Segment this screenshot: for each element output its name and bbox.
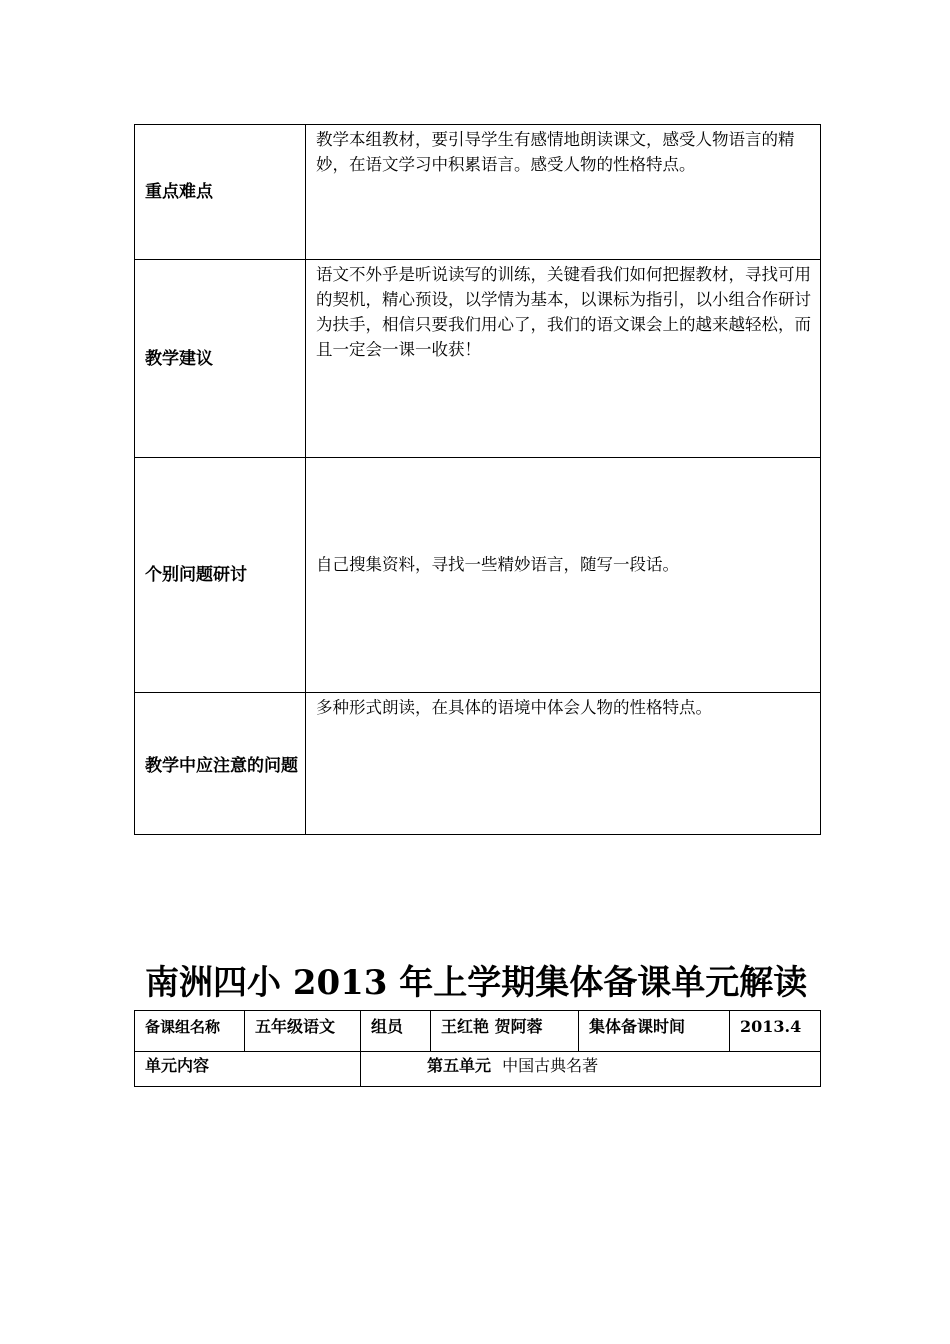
table-row [135, 458, 821, 693]
unit-info-table [134, 1010, 821, 1087]
row-label: 重点难点 [135, 125, 306, 260]
group-name-value: 五年级语文 [245, 1011, 361, 1052]
table-row [135, 125, 821, 260]
unit-number: 第五单元 [427, 1056, 492, 1075]
content-label: 单元内容 [145, 1056, 210, 1075]
page-title: 南洲四小 2013 年上学期集体备课单元解读 [145, 963, 808, 1003]
content-value-cell [361, 1052, 821, 1087]
row-content: 多种形式朗读，在具体的语境中体会人物的性格特点。 [306, 693, 821, 835]
group-name-label: 备课组名称 [135, 1011, 245, 1052]
unit-theme: 中国古典名著 [502, 1056, 599, 1075]
table-row [135, 260, 821, 458]
table-row [135, 1052, 821, 1087]
lesson-plan-table [134, 124, 821, 835]
members-label: 组员 [361, 1011, 431, 1052]
row-label: 教学中应注意的问题 [135, 693, 306, 835]
row-label: 教学建议 [135, 260, 306, 458]
row-content: 语文不外乎是听说读写的训练，关键看我们如何把握教材，寻找可用的契机，精心预设，以学情为基本，以课标为指引，以小组合作研讨为扶手，相信只要我们用心了，我们的语文课会上的越来越轻松，而且一定会一课一收获！ [306, 260, 821, 458]
row-label: 个别问题研讨 [135, 458, 306, 693]
table-row [135, 693, 821, 835]
time-value: 2013.4 [730, 1011, 821, 1052]
members-value: 王红艳 贺阿蓉 [431, 1011, 579, 1052]
content-label-cell [135, 1052, 361, 1087]
table-row [135, 1011, 821, 1052]
row-content: 自己搜集资料，寻找一些精妙语言，随写一段话。 [306, 458, 821, 693]
time-label: 集体备课时间 [579, 1011, 730, 1052]
row-content: 教学本组教材，要引导学生有感情地朗读课文，感受人物语言的精妙，在语文学习中积累语言。感受人物的性格特点。 [306, 125, 821, 260]
